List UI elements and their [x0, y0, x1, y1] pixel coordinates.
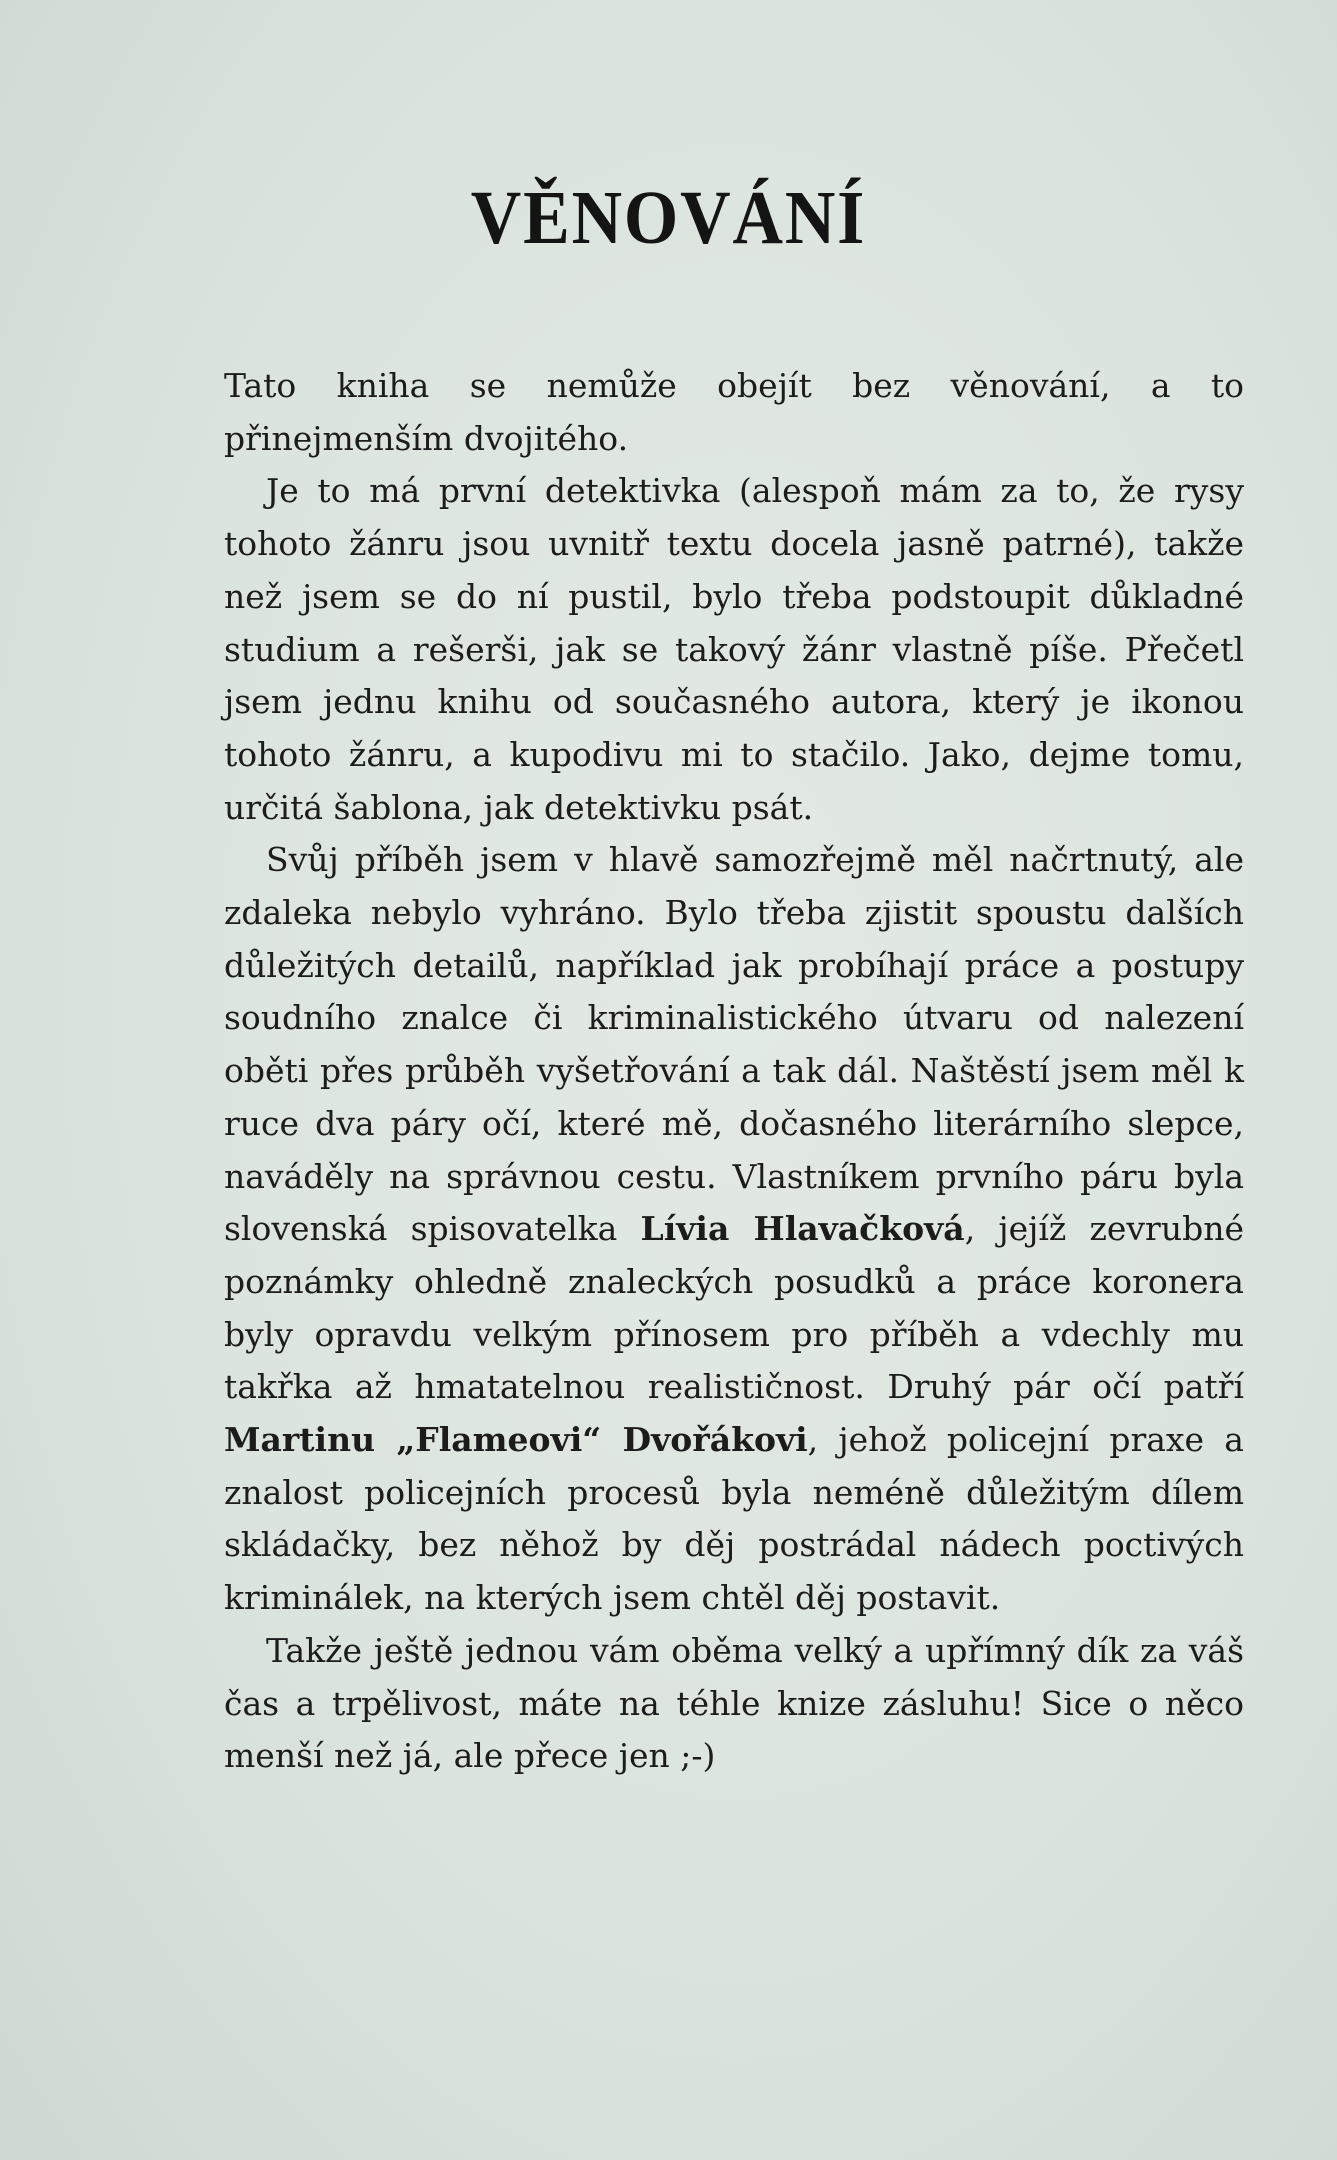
paragraph-2: [224, 465, 1244, 834]
paragraph-1: [224, 360, 1244, 465]
name-livia-hlavackova: Lívia Hlavačková: [640, 1209, 965, 1249]
name-martin-dvorak: Martinu „Flameovi“ Dvořákovi: [224, 1420, 808, 1460]
page-title: VĚNOVÁNÍ: [470, 176, 867, 260]
paragraph-3-text-b: , jejíž zevrubné poznámky ohledně znaleckých posudků a práce koronera byly opravdu velkým přínosem pro příběh a vdechly mu takřka až hmatatelnou realističnost. Druhý pár očí patří: [224, 1209, 1244, 1407]
paragraph-3: [224, 834, 1244, 1625]
paragraph-2-text: Je to má první detektivka (alespoň mám za to, že rysy tohoto žánru jsou uvnitř textu docela jasně patrné), takže než jsem se do ní pustil, bylo třeba podstoupit důkladné studium a rešerši, jak se takový žánr vlastně píše. Přečetl jsem jednu knihu od současného autora, který je ikonou tohoto žánru, a kupodivu mi to stačilo. Jako, dejme tomu, určitá šablona, jak detektivku psát.: [224, 471, 1244, 827]
paragraph-1-text: Tato kniha se nemůže obejít bez věnování, a to přinejmenším dvojitého.: [224, 366, 1244, 458]
dedication-text: [224, 360, 1244, 1783]
paragraph-3-text-a: Svůj příběh jsem v hlavě samozřejmě měl načrtnutý, ale zdaleka nebylo vyhráno. Bylo třeba zjistit spoustu dalších důležitých detailů, například jak probíhají práce a postupy soudního znalce či kriminalistického útvaru od nalezení oběti přes průběh vyšetřování a tak dál. Naštěstí jsem měl k ruce dva páry očí, které mě, dočasného literárního slepce, naváděly na správnou cestu. Vlastníkem prvního páru byla slovenská spisovatelka: [224, 840, 1244, 1249]
paragraph-4-text: Takže ještě jednou vám oběma velký a upřímný dík za váš čas a trpělivost, máte na téhle knize zásluhu! Sice o něco menší než já, ale přece jen ;-): [224, 1630, 1244, 1776]
paragraph-4: [224, 1625, 1244, 1783]
paragraph-3-text-c: , jehož policejní praxe a znalost policejních procesů byla neméně důležitým dílem skládačky, bez něhož by děj postrádal nádech poctivých kriminálek, na kterých jsem chtěl děj postavit.: [224, 1420, 1244, 1618]
